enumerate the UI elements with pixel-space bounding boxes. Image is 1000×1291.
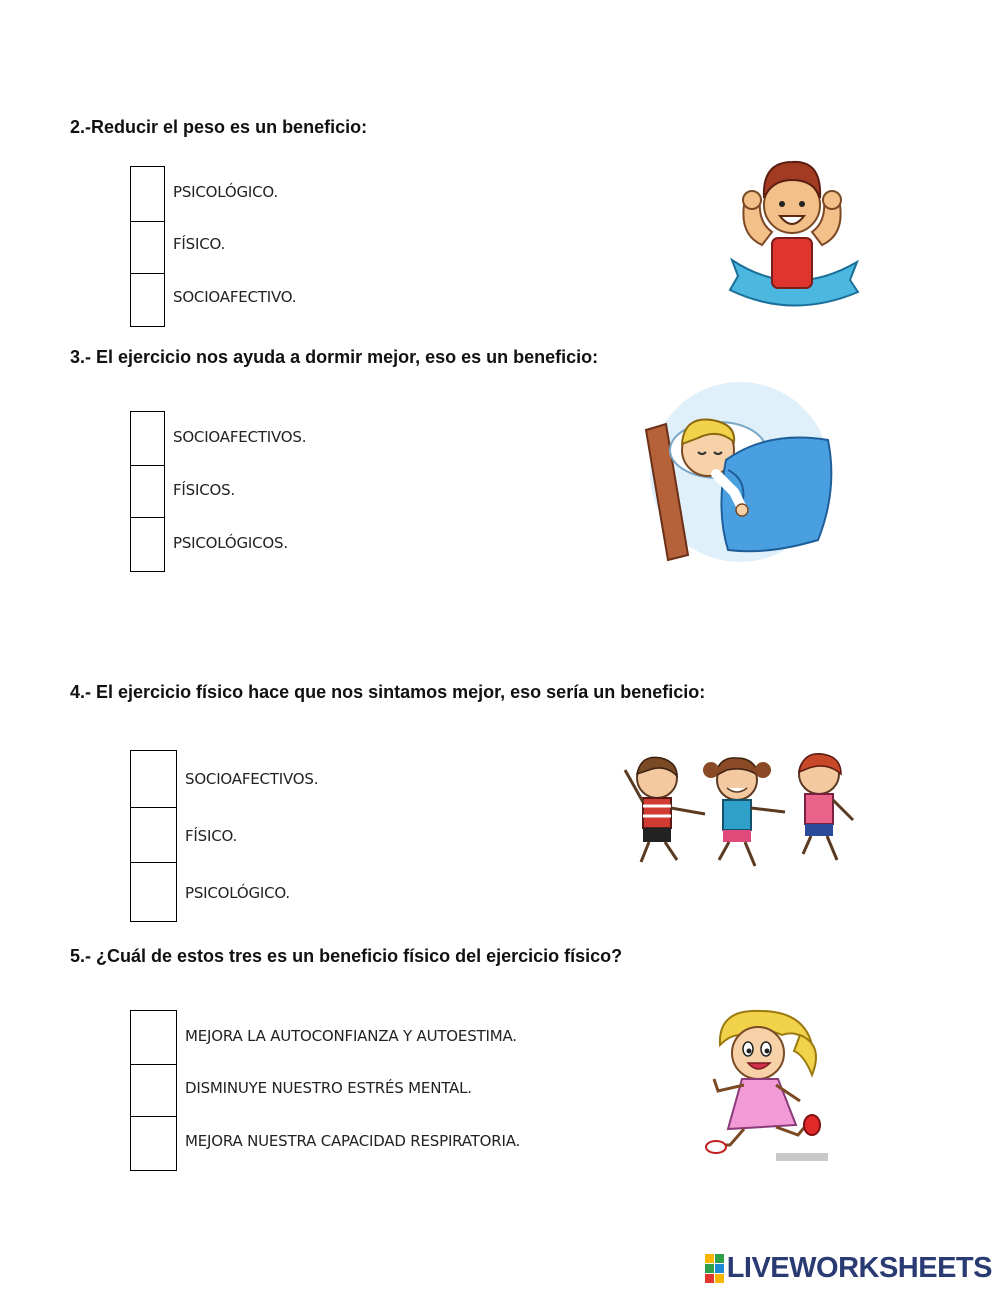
brand-name: LIVEWORKSHEETS	[726, 1252, 992, 1284]
checkbox-q3-option-1[interactable]	[130, 411, 165, 466]
checkbox-q2-option-2[interactable]	[130, 221, 165, 274]
q2-option-1-label: PSICOLÓGICO.	[173, 183, 278, 201]
q2-option-3-label: SOCIOAFECTIVO.	[173, 288, 297, 306]
checkbox-q4-option-2[interactable]	[130, 807, 177, 863]
sleeping-boy-illustration	[638, 380, 838, 565]
q4-option-1-label: SOCIOAFECTIVOS.	[185, 770, 319, 788]
checkbox-q3-option-2[interactable]	[130, 465, 165, 518]
q5-option-1-label: MEJORA LA AUTOCONFIANZA Y AUTOESTIMA.	[185, 1027, 517, 1045]
q3-option-3-label: PSICOLÓGICOS.	[173, 534, 288, 552]
question-5-title: 5.- ¿Cuál de estos tres es un beneficio físico del ejercicio físico?	[70, 946, 623, 966]
checkbox-q2-option-3[interactable]	[130, 273, 165, 327]
checkbox-q4-option-1[interactable]	[130, 750, 177, 808]
checkbox-q5-option-1[interactable]	[130, 1010, 177, 1065]
strong-boy-illustration	[722, 150, 862, 320]
q3-option-2-label: FÍSICOS.	[173, 481, 235, 499]
kids-holding-hands-illustration	[615, 750, 863, 880]
q2-option-2-label: FÍSICO.	[173, 235, 226, 253]
q5-option-3-label: MEJORA NUESTRA CAPACIDAD RESPIRATORIA.	[185, 1132, 521, 1150]
liveworksheets-brand[interactable]	[705, 1252, 992, 1285]
checkbox-q5-option-3[interactable]	[130, 1116, 177, 1171]
checkbox-q2-option-1[interactable]	[130, 166, 165, 222]
checkbox-q4-option-3[interactable]	[130, 862, 177, 922]
running-girl-illustration	[700, 1005, 830, 1165]
q5-option-2-label: DISMINUYE NUESTRO ESTRÉS MENTAL.	[185, 1079, 472, 1097]
liveworksheets-logo-icon	[705, 1254, 724, 1283]
checkbox-q5-option-2[interactable]	[130, 1064, 177, 1117]
q4-option-2-label: FÍSICO.	[185, 827, 238, 845]
question-4-title: 4.- El ejercicio físico hace que nos sintamos mejor, eso sería un beneficio:	[70, 682, 706, 702]
question-3-title: 3.- El ejercicio nos ayuda a dormir mejor, eso es un beneficio:	[70, 347, 599, 367]
checkbox-q3-option-3[interactable]	[130, 517, 165, 572]
q3-option-1-label: SOCIOAFECTIVOS.	[173, 428, 307, 446]
question-2-title: 2.-Reducir el peso es un beneficio:	[70, 117, 368, 137]
q4-option-3-label: PSICOLÓGICO.	[185, 884, 290, 902]
